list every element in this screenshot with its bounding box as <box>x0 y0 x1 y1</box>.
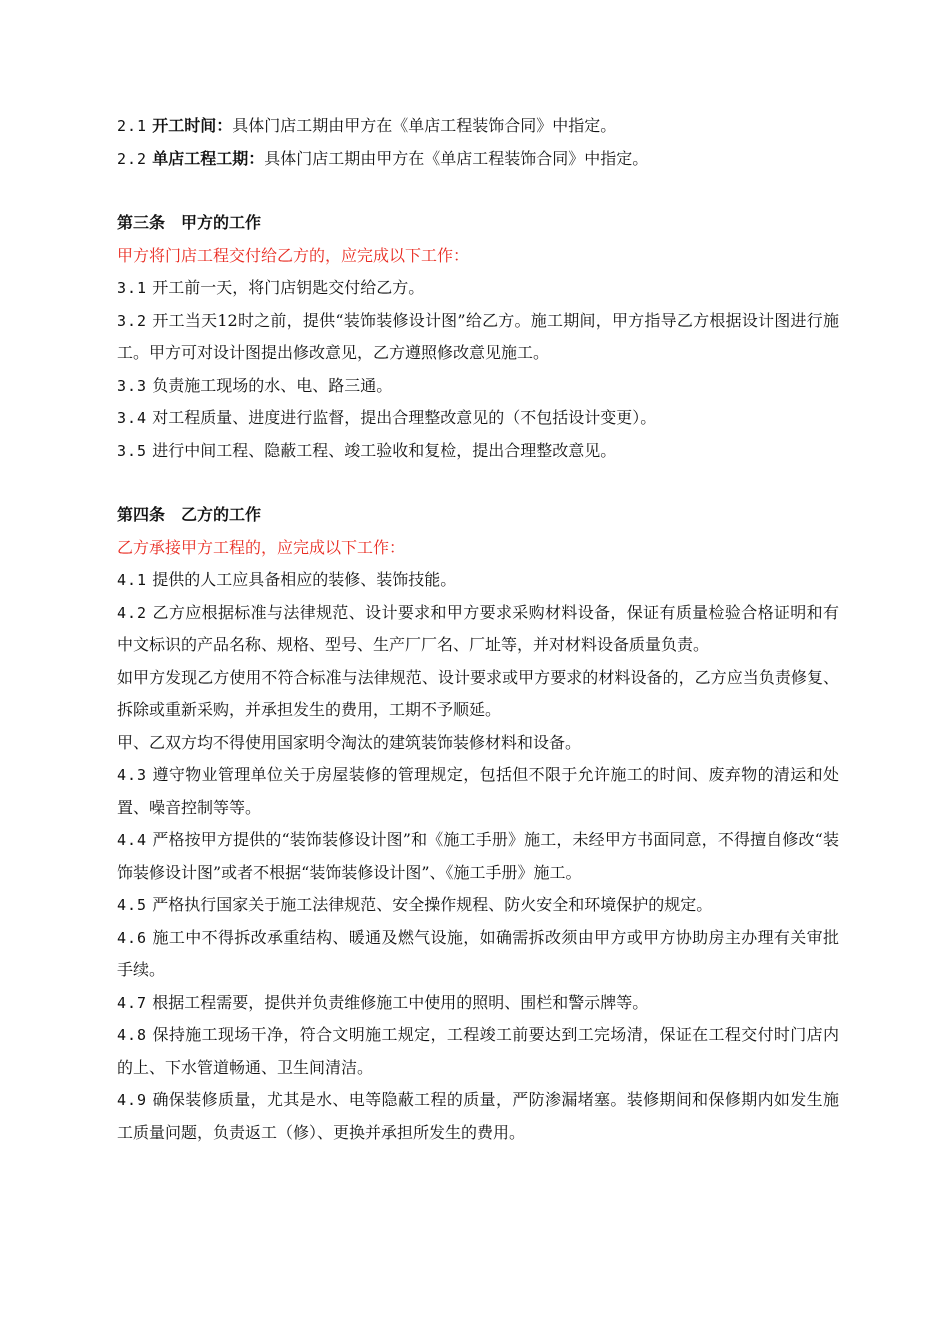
clause-4-2 <box>117 597 839 662</box>
section-4-heading: 第四条 乙方的工作 <box>117 505 262 524</box>
clause-3-4 <box>117 402 839 435</box>
clause-text: 乙方应根据标准与法律规范、设计要求和甲方要求采购材料设备，保证有质量检验合格证明和有中文标识的产品名称、规格、型号、生产厂厂名、厂址等，并对材料设备质量负责。 <box>117 602 839 654</box>
clause-text: 开工当天12时之前，提供“装饰装修设计图”给乙方。施工期间，甲方指导乙方根据设计图进行施工。甲方可对设计图提出修改意见，乙方遵照修改意见施工。 <box>117 310 839 362</box>
clause-number: 4.3 <box>117 766 148 784</box>
clause-label: 单店工程工期： <box>152 148 265 168</box>
section-3-heading: 第三条 甲方的工作 <box>117 213 262 232</box>
clause-2-1 <box>117 110 839 143</box>
clause-text: 确保装修质量，尤其是水、电等隐蔽工程的质量，严防渗漏堵塞。装修期间和保修期内如发生施工质量问题，负责返工（修）、更换并承担所发生的费用。 <box>117 1090 839 1142</box>
clause-4-9 <box>117 1084 839 1149</box>
clause-number: 4.1 <box>117 571 148 589</box>
clause-number: 4.9 <box>117 1091 148 1109</box>
clause-number: 3.1 <box>117 279 148 297</box>
clause-text: 甲、乙双方均不得使用国家明令淘汰的建筑装饰装修材料和设备。 <box>117 732 582 752</box>
paragraph-4-2-a <box>117 662 839 727</box>
clause-text: 施工中不得拆改承重结构、暖通及燃气设施，如确需拆改须由甲方或甲方协助房主办理有关审批手续。 <box>117 927 839 979</box>
clause-text: 负责施工现场的水、电、路三通。 <box>152 375 393 395</box>
clause-4-7 <box>117 987 839 1020</box>
clause-text: 具体门店工期由甲方在《单店工程装饰合同》中指定。 <box>264 148 649 168</box>
clause-number: 4.4 <box>117 831 148 849</box>
clause-text: 保持施工现场干净，符合文明施工规定，工程竣工前要达到工完场清，保证在工程交付时门店内的上、下水管道畅通、卫生间清洁。 <box>117 1025 839 1077</box>
clause-3-3 <box>117 370 839 403</box>
clause-text: 进行中间工程、隐蔽工程、竣工验收和复检，提出合理整改意见。 <box>152 440 617 460</box>
clause-text: 具体门店工期由甲方在《单店工程装饰合同》中指定。 <box>232 116 617 135</box>
clause-4-6 <box>117 922 839 987</box>
clause-3-2 <box>117 305 839 370</box>
paragraph-4-2-b <box>117 727 839 760</box>
section-3-intro: 甲方将门店工程交付给乙方的，应完成以下工作： <box>117 245 470 265</box>
document-page <box>117 110 839 1149</box>
clause-number: 4.6 <box>117 928 148 947</box>
clause-4-1 <box>117 564 839 597</box>
clause-text: 遵守物业管理单位关于房屋装修的管理规定，包括但不限于允许施工的时间、废弃物的清运和处置、噪音控制等等。 <box>117 765 839 817</box>
clause-text: 根据工程需要，提供并负责维修施工中使用的照明、围栏和警示牌等。 <box>152 992 649 1012</box>
section-4-intro: 乙方承接甲方工程的，应完成以下工作： <box>117 537 406 557</box>
clause-number: 4.5 <box>117 896 148 914</box>
clause-4-8 <box>117 1019 839 1084</box>
clause-number: 3.3 <box>117 376 148 395</box>
clause-number: 2.1 <box>117 117 148 135</box>
clause-text: 如甲方发现乙方使用不符合标准与法律规范、设计要求或甲方要求的材料设备的，乙方应当负责修复、拆除或重新采购，并承担发生的费用，工期不予顺延。 <box>117 667 839 719</box>
clause-number: 4.8 <box>117 1026 148 1044</box>
clause-label: 开工时间： <box>152 116 233 135</box>
clause-4-3 <box>117 759 839 824</box>
clause-3-5 <box>117 435 839 468</box>
clause-number: 4.2 <box>117 603 148 622</box>
clause-number: 4.7 <box>117 993 148 1012</box>
clause-number: 2.2 <box>117 149 148 168</box>
clause-text: 严格按甲方提供的“装饰装修设计图”和《施工手册》施工，未经甲方书面同意，不得擅自修改“装饰装修设计图”或者不根据“装饰装修设计图”、《施工手册》施工。 <box>117 830 839 882</box>
clause-3-1 <box>117 272 839 305</box>
clause-2-2 <box>117 143 839 176</box>
clause-text: 提供的人工应具备相应的装修、装饰技能。 <box>152 570 457 589</box>
clause-text: 对工程质量、进度进行监督，提出合理整改意见的（不包括设计变更）。 <box>152 408 657 427</box>
clause-4-4 <box>117 824 839 889</box>
clause-number: 3.2 <box>117 311 148 330</box>
clause-number: 3.4 <box>117 409 148 427</box>
clause-number: 3.5 <box>117 441 148 460</box>
clause-text: 开工前一天，将门店钥匙交付给乙方。 <box>152 278 425 297</box>
clause-4-5 <box>117 889 839 922</box>
clause-text: 严格执行国家关于施工法律规范、安全操作规程、防火安全和环境保护的规定。 <box>152 895 713 914</box>
